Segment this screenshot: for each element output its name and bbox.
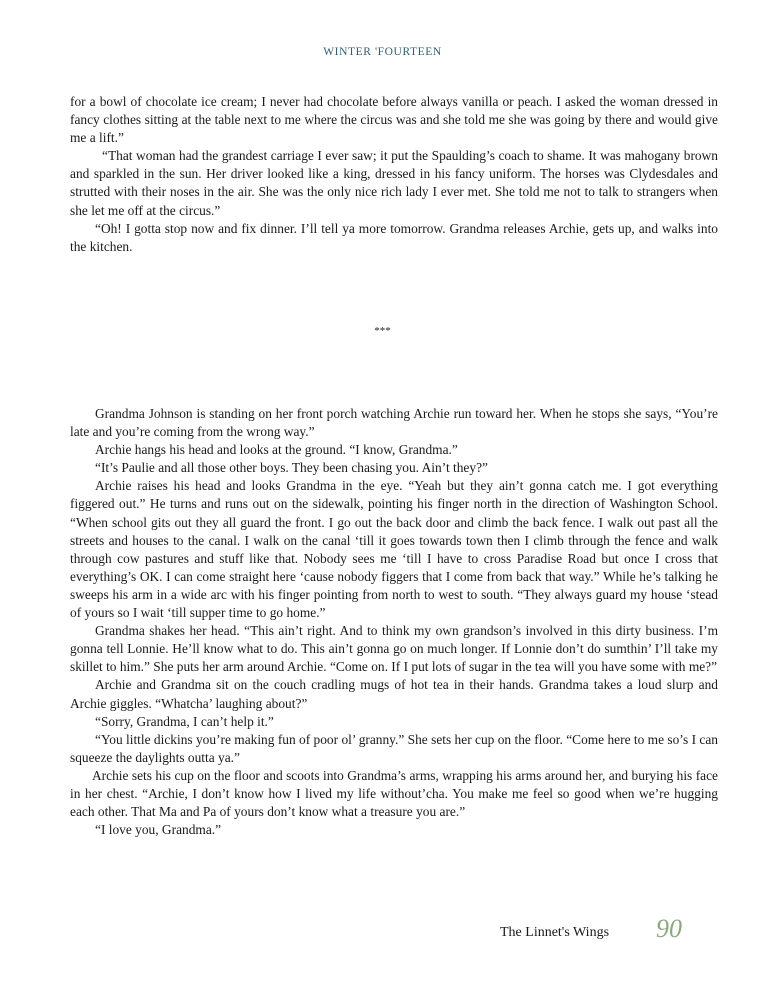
section-separator: *** bbox=[374, 325, 391, 337]
page-number-glyph-icon bbox=[654, 913, 694, 943]
running-header: WINTER 'FOURTEEN bbox=[323, 46, 442, 58]
section-1-text bbox=[70, 93, 718, 256]
page-number: 90 bbox=[656, 914, 682, 943]
paragraph: “Sorry, Grandma, I can’t help it.” bbox=[95, 713, 274, 729]
paragraph: Archie and Grandma sit on the couch cradling mugs of hot tea in their hands. Grandma takes a loud slurp and Archie giggles. “Whatcha’ laughing about?” bbox=[70, 677, 718, 711]
footer-publication-title: The Linnet's Wings bbox=[500, 925, 610, 940]
paragraph: “I love you, Grandma.” bbox=[95, 822, 222, 838]
paragraph: Archie hangs his head and looks at the ground. “I know, Grandma.” bbox=[95, 442, 458, 458]
paragraph: “Oh! I gotta stop now and fix dinner. I’ll tell ya more tomorrow. Grandma releases Archie, gets up, and walks into the kitchen. bbox=[70, 220, 718, 254]
paragraph: “You little dickins you’re making fun of poor ol’ granny.” She sets her cup on the floor. “Come here to me so’s I can squeeze the daylights outta ya.” bbox=[70, 731, 718, 765]
paragraph: Grandma Johnson is standing on her front porch watching Archie run toward her. When he stops she says, “You’re late and you’re coming from the wrong way.” bbox=[70, 406, 718, 440]
paragraph: Archie raises his head and looks Grandma in the eye. “Yeah but they ain’t gonna catch me. I got everything figgered out.” He turns and runs out on the sidewalk, pointing his finger north in the direction of Washington School. “When school gits out they all guard the front. I go out the back door and climb the back fence. I walk out past all the streets and houses to the canal. I walk on the canal ‘till it goes towards town then I climb through the fence and walk through cow pastures and stuff like that. Nobody sees me ‘till I have to cross Paradise Road but once I cross that everything’s OK. I can come straight here ‘cause nobody figgers that I come from back that way.” While he’s talking he sweeps his arm in a wide arc with his finger pointing from north to west to south. “They always guard my house ‘stead of yours so I wait ‘till supper time to go home.” bbox=[70, 478, 718, 621]
paragraph: Grandma shakes her head. “This ain’t right. And to think my own grandson’s involved in this dirty business. I’m gonna tell Lonnie. He’ll know what to do. This ain’t gonna go on much longer. If Lonnie don’t do sumthin’ I’ll take my skillet to him.” She puts her arm around Archie. “Come on. If I put lots of sugar in the tea will you have some with me?” bbox=[70, 623, 718, 675]
paragraph: “It’s Paulie and all those other boys. They been chasing you. Ain’t they?” bbox=[95, 460, 488, 476]
section-2-text bbox=[70, 405, 718, 839]
paragraph: Archie sets his cup on the floor and scoots into Grandma’s arms, wrapping his arms around her, and burying his face in her chest. “Archie, I don’t know how I lived my life without’cha. You make me feel so good when we’re hugging each other. That Ma and Pa of yours don’t know what a treasure you are.” bbox=[70, 767, 718, 820]
paragraph: for a bowl of chocolate ice cream; I never had chocolate before always vanilla or peach. I asked the woman dressed in fancy clothes sitting at the table next to me where the circus was and she told me she was going by there and would give me a lift.” bbox=[70, 94, 718, 146]
paragraph: “That woman had the grandest carriage I ever saw; it put the Spaulding’s coach to shame. It was mahogany brown and sparkled in the sun. Her driver looked like a king, dressed in his fancy uniform. The horses was Clydesdales and strutted with their noses in the air. She was the only nice rich lady I ever met. She told me not to talk to strangers when she let me off at the circus.” bbox=[70, 148, 718, 218]
